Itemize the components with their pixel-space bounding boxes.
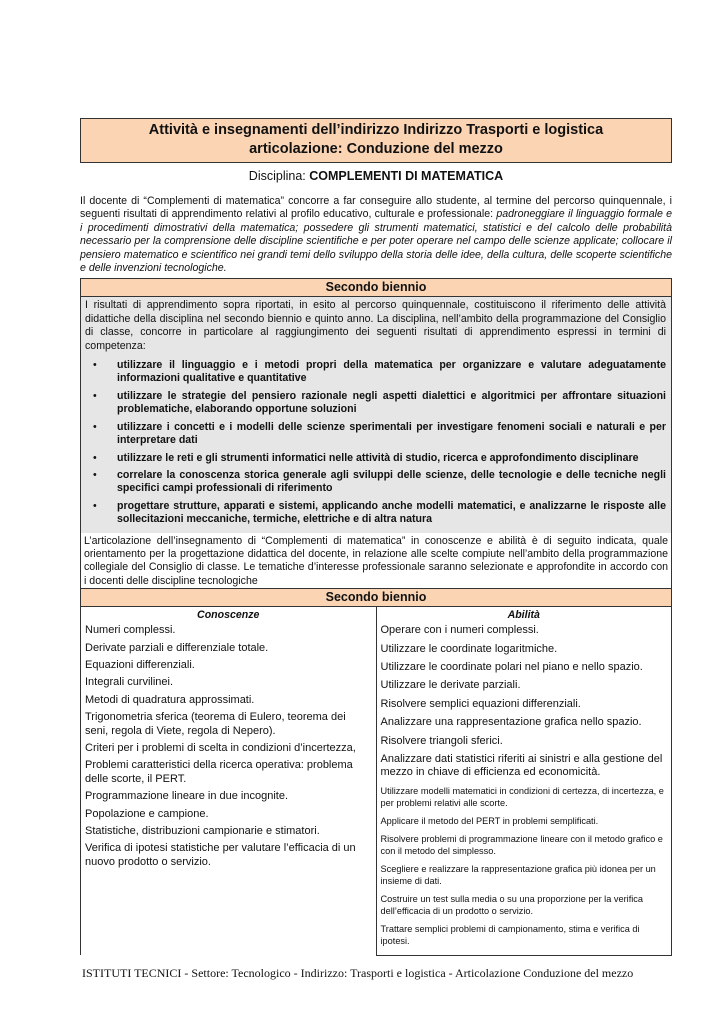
list-item: Trigonometria sferica (teorema di Eulero, teorema dei seni, regola di Viete, regola di Nepero).	[85, 711, 346, 737]
list-item: Risolvere problemi di programmazione lineare con il metodo grafico e con il metodo del simplesso.	[380, 833, 663, 856]
list-item-text: utilizzare le strategie del pensiero razionale negli aspetti dialettici e algoritmici per affrontare situazioni problematiche, elaborando opportune soluzioni	[117, 389, 666, 416]
bullet-glyph: •	[93, 499, 97, 512]
intro-plain: Il docente di “Complementi di matematica” concorre a far conseguire allo studente, al termine del percorso quinquennale, i seguenti risultati di apprendimento relativi al profilo educativo, culturale e professionale:	[80, 195, 672, 221]
list-item-text: utilizzare le reti e gli strumenti informatici nelle attività di studio, ricerca e approfondimento disciplinare	[117, 451, 639, 464]
disciplina-value: COMPLEMENTI DI MATEMATICA	[309, 169, 504, 183]
list-item: Risolvere semplici equazioni differenziali.	[380, 697, 581, 710]
abilita-list	[381, 624, 668, 947]
list-item: Utilizzare modelli matematici in condizioni di certezza, di incertezza, e per problemi relativi alle scorte.	[380, 785, 664, 808]
competenze-intro: I risultati di apprendimento sopra riportati, in esito al percorso quinquennale, costituiscono il riferimento delle attività didattiche della disciplina nel secondo biennio e quinto anno. La disciplina, nell’ambito della programmazione del Consiglio di classe, concorre in particolare al raggiungimento dei seguenti risultati di apprendimento espressi in termini di competenza:	[85, 299, 666, 352]
list-item-text: correlare la conoscenza storica generale agli sviluppi delle scienze, delle tecnologie e delle tecniche negli specifici campi professionali di riferimento	[117, 468, 666, 495]
list-item: Scegliere e realizzare la rappresentazione grafica più idonea per un insieme di dati.	[380, 863, 656, 886]
disciplina-label: Disciplina:	[248, 169, 310, 183]
conoscenze-list	[85, 624, 372, 869]
list-item: Statistiche, distribuzioni campionarie e stimatori.	[85, 825, 320, 838]
list-item	[93, 451, 666, 465]
list-item: Derivate parziali e differenziale totale.	[85, 641, 269, 654]
list-item: Applicare il metodo del PERT in problemi semplificati.	[380, 815, 599, 826]
section-heading-1: Secondo biennio	[80, 278, 672, 297]
abilita-heading: Abilità	[507, 609, 540, 622]
bullet-glyph: •	[93, 389, 97, 402]
list-item: Risolvere triangoli sferici.	[380, 734, 503, 747]
list-item: Utilizzare le derivate parziali.	[380, 679, 521, 692]
list-item-text: progettare strutture, apparati e sistemi, applicando anche modelli matematici, e analizzarne le risposte alle sollecitazioni meccaniche, termiche, elettriche e di altra natura	[117, 499, 666, 526]
competenze-box	[80, 297, 672, 532]
bullet-glyph: •	[93, 451, 97, 464]
articolazione-paragraph: L’articolazione dell’insegnamento di “Complementi di matematica” in conoscenze e abilità è di seguito indicata, quale orientamento per la progettazione didattica del docente, in relazione alle scelte compiute nell’ambito della programmazione collegiale del Consiglio di classe. Le tematiche d’interesse professionale saranno selezionate e approfondite in accordo con i docenti delle discipline tecnologiche	[80, 533, 672, 589]
title-line-2: articolazione: Conduzione del mezzo	[249, 141, 503, 157]
list-item: Problemi caratteristici della ricerca operativa: problema delle scorte, il PERT.	[85, 759, 353, 785]
conoscenze-column	[81, 607, 377, 955]
page-footer: ISTITUTI TECNICI - Settore: Tecnologico - Indirizzo: Trasporti e logistica - Articolazione Conduzione del mezzo	[82, 966, 634, 980]
bullet-glyph: •	[93, 359, 97, 372]
list-item	[93, 389, 666, 417]
list-item	[93, 420, 666, 448]
competenze-list	[85, 359, 666, 526]
list-item: Costruire un test sulla media o su una proporzione per la verifica dell’efficacia di un prodotto o servizio.	[380, 893, 643, 916]
list-item: Verifica di ipotesi statistiche per valutare l’efficacia di un nuovo prodotto o servizio.	[85, 842, 356, 868]
conoscenze-heading: Conoscenze	[197, 609, 260, 622]
list-item: Programmazione lineare in due incognite.	[85, 790, 289, 803]
list-item: Integrali curvilinei.	[85, 676, 174, 689]
conoscenze-abilita-table	[80, 607, 672, 956]
section-heading-2: Secondo biennio	[80, 588, 672, 607]
list-item	[93, 499, 666, 527]
list-item: Operare con i numeri complessi.	[380, 624, 539, 637]
list-item: Analizzare una rappresentazione grafica nello spazio.	[380, 716, 642, 729]
list-item-text: utilizzare i concetti e i modelli delle scienze sperimentali per investigare fenomeni sociali e naturali e per interpretare dati	[117, 420, 666, 447]
list-item: Numeri complessi.	[85, 624, 176, 637]
title-line-1: Attività e insegnamenti dell’indirizzo Indirizzo Trasporti e logistica	[148, 122, 604, 138]
intro-paragraph	[80, 195, 672, 275]
list-item: Utilizzare le coordinate logaritmiche.	[380, 642, 558, 655]
list-item	[93, 468, 666, 496]
list-item-text: utilizzare il linguaggio e i metodi propri della matematica per organizzare e valutare adeguatamente informazioni qualitative e quantitative	[117, 359, 666, 385]
page-title	[80, 118, 672, 163]
bullet-glyph: •	[93, 468, 97, 481]
bullet-glyph: •	[93, 420, 97, 433]
list-item: Metodi di quadratura approssimati.	[85, 693, 255, 706]
intro-italic: padroneggiare il linguaggio formale e i procedimenti dimostrativi della matematica; possedere gli strumenti matematici, statistici e del calcolo delle probabilità necessario per la comprensione delle discipline scientifiche e per poter operare nel campo delle scienze applicate; collocare il pensiero matematico e scientifico nei grandi temi dello sviluppo della storia delle idee, della cultura, delle scoperte scientifiche e delle invenzioni tecnologiche.	[80, 208, 672, 275]
list-item: Trattare semplici problemi di campionamento, stima e verifica di ipotesi.	[380, 923, 640, 946]
list-item: Analizzare dati statistici riferiti ai sinistri e alla gestione del mezzo in chiave di efficienza ed economicità.	[380, 753, 663, 779]
list-item: Utilizzare le coordinate polari nel piano e nello spazio.	[380, 660, 643, 673]
disciplina-line	[80, 169, 672, 183]
abilita-column	[376, 607, 672, 955]
list-item: Popolazione e campione.	[85, 807, 209, 820]
document-page	[80, 118, 672, 956]
list-item: Criteri per i problemi di scelta in condizioni d’incertezza,	[85, 742, 356, 754]
list-item: Equazioni differenziali.	[85, 658, 195, 671]
list-item	[93, 359, 666, 386]
